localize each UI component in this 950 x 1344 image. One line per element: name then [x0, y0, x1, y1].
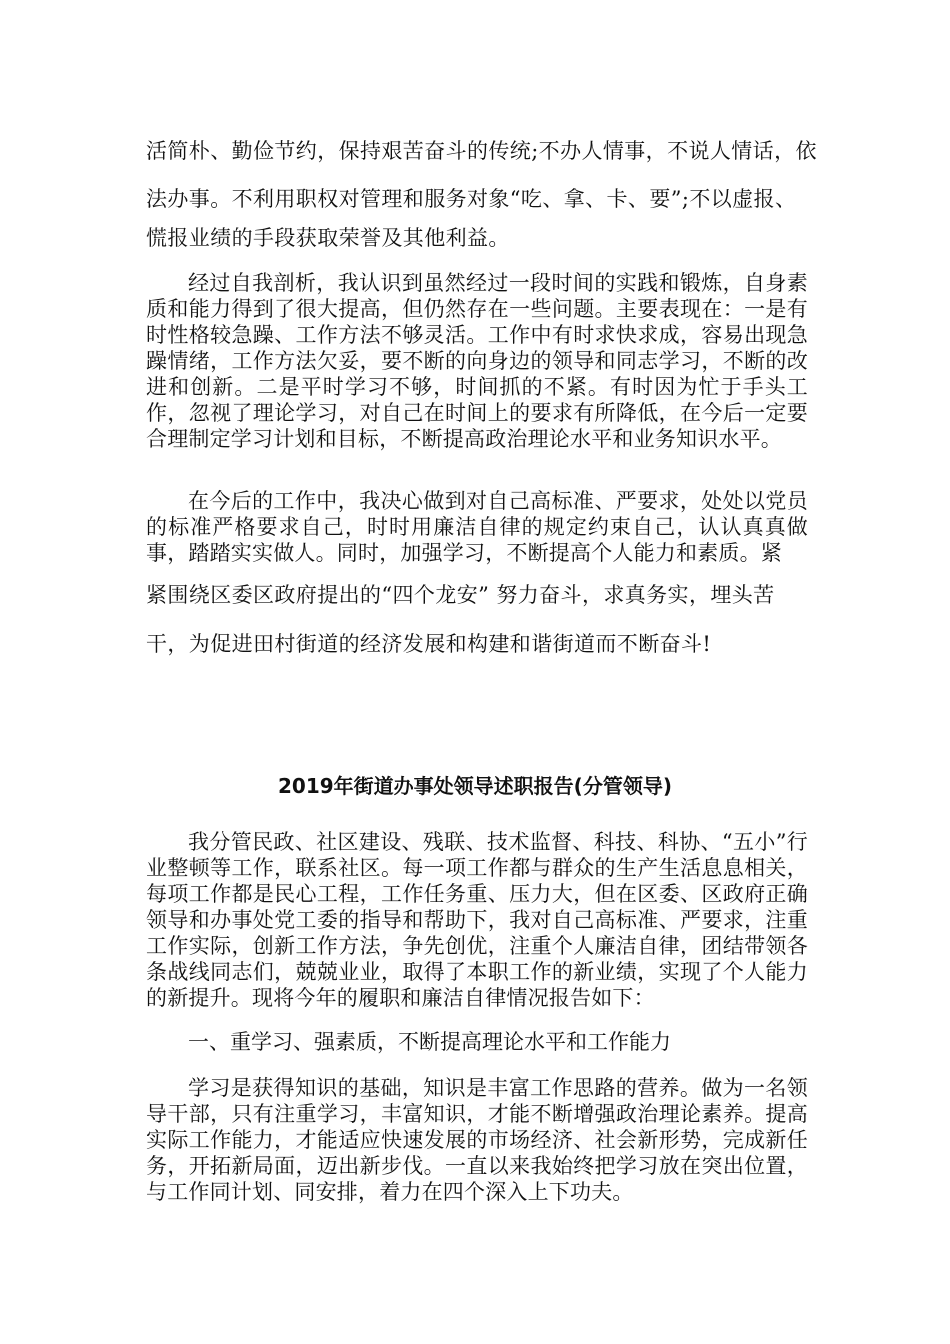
self-review-paragraph: 经过自我剖析，我认识到虽然经过一段时间的实践和锻炼，自身素质和能力得到了很大提高，但仍然存在一些问题。主要表现在：一是有时性格较急躁、工作方法不够灵活。工作中有时求快求成，容易出现急躁情绪，工作方法欠妥，要不断的向身边的领导和同志学习，不断的改进和创新。二是平时学习不够，时间抓的不紧。有时因为忙于手头工作，忽视了理论学习，对自己在时间上的要求有所降低，在今后一定要合理制定学习计划和目标，不断提高政治理论水平和业务知识水平。: [146, 271, 808, 451]
resolve-paragraph: 在今后的工作中，我决心做到对自己高标准、严要求，处处以党员的标准严格要求自己，时时用廉洁自律的规定约束自己，认认真真做事，踏踏实实做人。同时，加强学习，不断提高个人能力和素质。紧: [146, 489, 808, 565]
continuation-line-2: 法办事。不利用职权对管理和服务对象“吃、拿、卡、要”;不以虚报、: [146, 187, 797, 211]
study-paragraph: 学习是获得知识的基础，知识是丰富工作思路的营养。做为一名领导干部，只有注重学习，丰富知识，才能不断增强政治理论素养。提高实际工作能力，才能适应快速发展的市场经济、社会新形势，完成新任务，开拓新局面，迈出新步伐。一直以来我始终把学习放在突出位置，与工作同计划、同安排，着力在四个深入上下功夫。: [146, 1076, 808, 1204]
intro-paragraph: 我分管民政、社区建设、残联、技术监督、科技、科协、“五小”行业整顿等工作，联系社区。每一项工作都与群众的生产生活息息相关，每项工作都是民心工程，工作任务重、压力大，但在区委、区政府正确领导和办事处党工委的指导和帮助下，我对自己高标准、严要求，注重工作实际，创新工作方法，争先创优，注重个人廉洁自律，团结带领各条战线同志们，兢兢业业，取得了本职工作的新业绩，实现了个人能力的新提升。现将今年的履职和廉洁自律情况报告如下：: [146, 830, 808, 1010]
report-title: 2019年街道办事处领导述职报告(分管领导): [278, 774, 672, 798]
continuation-line-3: 慌报业绩的手段获取荣誉及其他利益。: [146, 226, 510, 250]
section-1-heading: 一、重学习、强素质，不断提高理论水平和工作能力: [188, 1030, 671, 1054]
resolve-line-2: 紧围绕区委区政府提出的“四个龙安” 努力奋斗，求真务实，埋头苦: [146, 583, 775, 607]
continuation-line-1: 活简朴、勤俭节约，保持艰苦奋斗的传统;不办人情事，不说人情话，依: [146, 139, 817, 163]
resolve-line-3: 干，为促进田村街道的经济发展和构建和谐街道而不断奋斗!: [146, 632, 712, 656]
